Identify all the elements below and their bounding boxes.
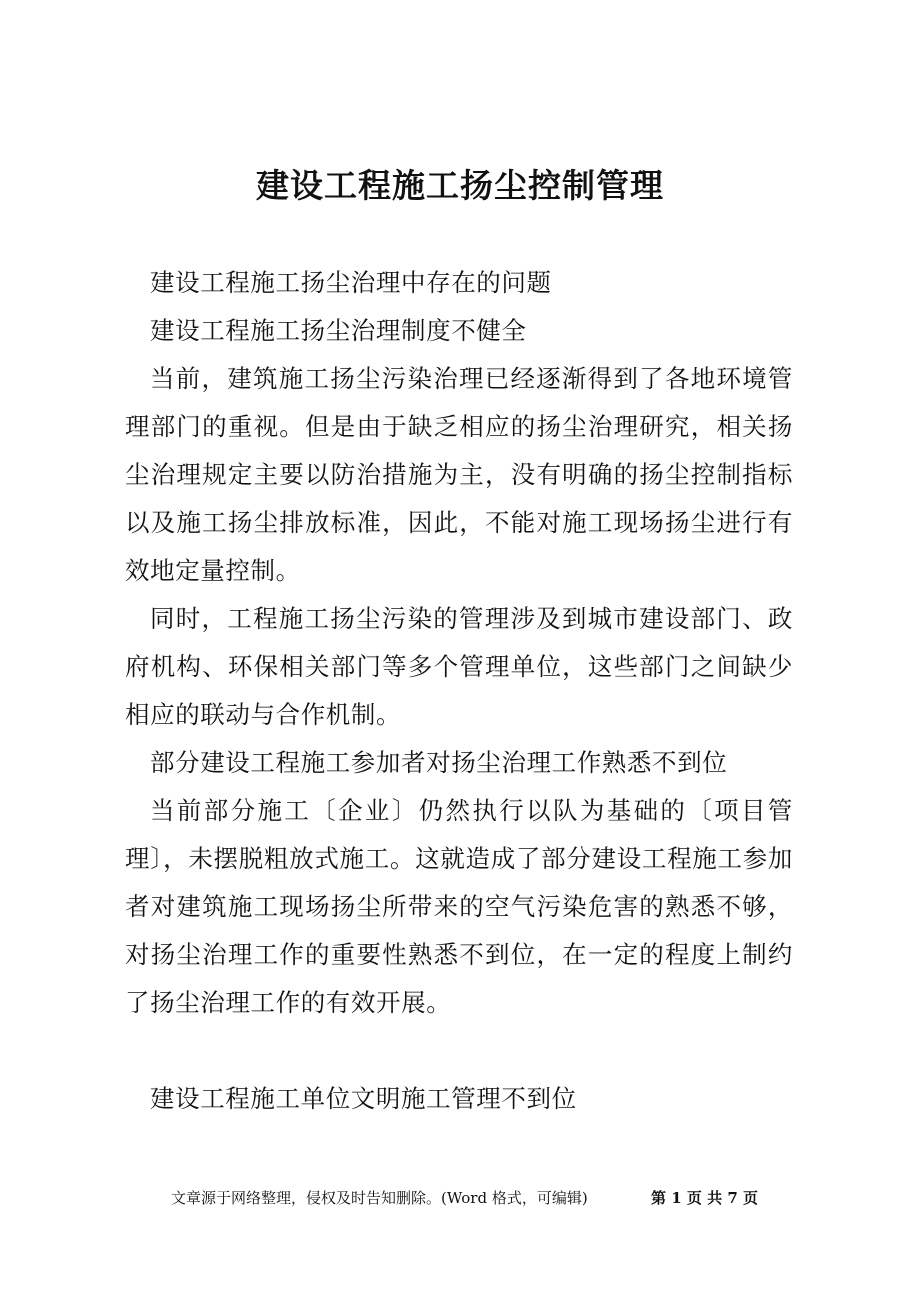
- page-number: 第 1 页 共 7 页: [651, 1189, 758, 1207]
- page-footer: [0, 1183, 920, 1213]
- body-paragraph: 同时，工程施工扬尘污染的管理涉及到城市建设部门、政府机构、环保相关部门等多个管理单位，这些部门之间缺少相应的联动与合作机制。: [125, 604, 793, 729]
- subsection-heading: 建设工程施工扬尘治理制度不健全: [150, 316, 527, 345]
- document-body: [125, 259, 793, 1123]
- subsection-heading: 部分建设工程施工参加者对扬尘治理工作熟悉不到位: [150, 748, 728, 777]
- subsection-heading: 建设工程施工单位文明施工管理不到位: [150, 1084, 577, 1113]
- footer-note: 文章源于网络整理，侵权及时告知删除。(Word 格式，可编辑): [171, 1189, 588, 1207]
- body-paragraph: 当前部分施工〔企业〕仍然执行以队为基础的〔项目管理〕，未摆脱粗放式施工。这就造成了部分建设工程施工参加者对建筑施工现场扬尘所带来的空气污染危害的熟悉不够，对扬尘治理工作的重要性熟悉不到位，在一定的程度上制约了扬尘治理工作的有效开展。: [125, 796, 793, 1017]
- body-paragraph: 当前，建筑施工扬尘污染治理已经逐渐得到了各地环境管理部门的重视。但是由于缺乏相应的扬尘治理研究，相关扬尘治理规定主要以防治措施为主，没有明确的扬尘控制指标以及施工扬尘排放标准，因此，不能对施工现场扬尘进行有效地定量控制。: [125, 364, 793, 585]
- document-title: 建设工程施工扬尘控制管理: [256, 166, 664, 205]
- section-heading: 建设工程施工扬尘治理中存在的问题: [150, 268, 552, 297]
